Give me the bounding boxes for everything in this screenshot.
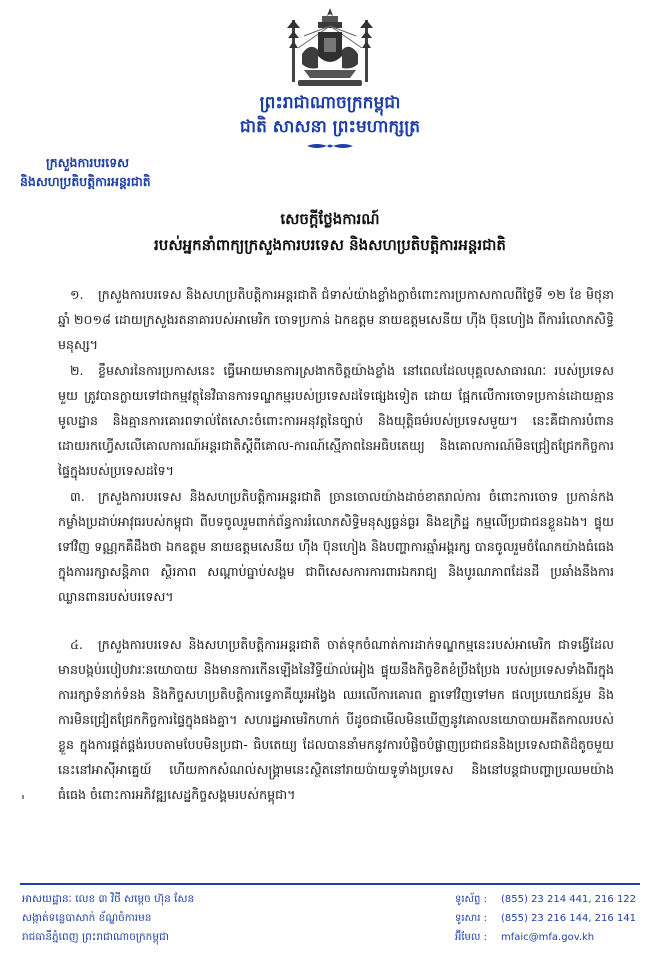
ministry-name-line1: ក្រសួងការបរទេស	[46, 155, 130, 170]
email-link[interactable]: mfaic@mfa.gov.kh	[501, 932, 595, 943]
statement-title: សេចក្តីថ្លែងការណ៍	[280, 210, 380, 228]
national-motto: ជាតិ សាសនា ព្រះមហាក្សត្រ	[239, 117, 421, 137]
paragraph-2	[58, 358, 614, 483]
royal-coat-of-arms-icon	[284, 6, 376, 92]
phone-value: (855) 23 214 441, 216 122	[501, 894, 637, 905]
address-line: រាជធានីភ្នំពេញ ព្រះរាជាណាចក្រកម្ពុជា	[22, 931, 169, 943]
address-line: សង្កាត់ទន្លេបាសាក់ ខ័ណ្ឌចំការមន	[22, 912, 152, 924]
paragraph-text: ក្រសួងការបរទេស និងសហប្រតិបត្តិការអន្តរជាតិ ច្រានចោលយ៉ាងដាច់ខាតរាល់ការ ចំពោះការចោទ ប្រកាន់កងកម្លាំងប្រដាប់អាវុធរបស់កម្ពុជា ពីបទចូលរួមពាក់ព័ន្ធការរំលោភសិទ្ធិមនុស្សធ្ងន់ធ្ងរ និងឧក្រិដ្ឋ កម្មលើប្រជាជនខ្លួនឯង។ ផ្ទុយទៅវិញ ទណ្ណកគឺដឹងថា ឯកឧត្តម នាយឧត្តមសេនីយ ហ៊ីង ប៊ុនហៀង និងបញ្ហាការឆ្មាំអង្គរក្ស បានចូលរួមចំណែកយ៉ាងធំធេងក្នុងការរក្សាសន្តិភាព ស្ថិរភាព សណ្តាប់ធ្នាប់សង្គម ជាពិសេសការការពារឯករាជ្យ និងបូរណភាពដែនដី ប្រឆាំងនឹងការឈ្លានពានរបស់បរទេស។	[58, 489, 614, 604]
paragraph-4	[58, 632, 614, 807]
fax-value: (855) 23 216 144, 216 141	[501, 913, 637, 924]
ministry-name-line2: និងសហប្រតិបត្តិការអន្តរជាតិ	[20, 174, 151, 189]
paragraph-number: ២.	[70, 363, 84, 378]
margin-mark	[22, 795, 24, 799]
footer-divider	[20, 883, 640, 885]
footer-address	[22, 890, 194, 947]
fax-label: ទូរសារ :	[455, 913, 487, 924]
paragraph-1	[58, 282, 614, 357]
paragraph-number: ៤.	[70, 637, 83, 652]
paragraph-3	[58, 484, 614, 609]
fax-row	[455, 909, 636, 928]
header-ornament-icon	[305, 141, 355, 151]
footer-contacts	[455, 890, 636, 947]
paragraph-number: ៣.	[70, 489, 85, 504]
phone-row	[455, 890, 636, 909]
address-line: អាសយដ្ឋានៈ លេខ ៣ វិថី សម្តេច ហ៊ុន សែន	[22, 893, 195, 905]
paragraph-text: ក្រសួងការបរទេស និងសហប្រតិបត្តិការអន្តរជាតិ ជំទាស់យ៉ាងខ្លាំងក្លាចំពោះការប្រកាសកាលពីថ្ងៃទី ១២ ខែ មិថុនា ឆ្នាំ ២០១៨ ដោយក្រសួងរតនាគារបស់អាមេរិក ចោទប្រកាន់ ឯកឧត្តម នាយឧត្តមសេនីយ ហ៊ីង ប៊ុនហៀង ពីការរំលោភសិទ្ធិមនុស្ស។	[58, 287, 614, 352]
email-row	[455, 928, 636, 947]
statement-subtitle: របស់អ្នកនាំពាក្យក្រសួងការបរទេស និងសហប្រតិបត្តិការអន្តរជាតិ	[154, 236, 506, 254]
kingdom-title: ព្រះរាជាណាចក្រកម្ពុជា	[259, 93, 401, 113]
paragraph-text: ក្រសួងការបរទេស និងសហប្រតិបត្តិការអន្តរជាតិ ចាត់ទុកចំណាត់ការដាក់ទណ្ឌកម្មនេះរបស់អាមេរិក ជាទង្វើដែលមានបង្កប់របៀបវារៈនយោបាយ និងមានការកើនឡើងនៃវិទ្ធីយ៉ាល់អៀង ផ្ទុយនឹងកិច្ចខិតខំប្រឹងប្រែង របស់ប្រទេសទាំងពីរក្នុងការរក្សាទំនាក់ទំនង និងកិច្ចសហប្រតិបត្តិការទ្វេភាគីយូរអង្វែង ឈរលើការគោរព គ្នាទៅវិញទៅមក ផលប្រយោជន៍រួម និងការមិនជ្រៀតជ្រែកកិច្ចការផ្ទៃក្នុងផងគ្នា។ សហរដ្ឋអាមេរិកហាក់ បីដូចជាមើលមិនឃើញនូវគោលនយោបាយអតីតកាលរបស់ខ្លួន ក្នុងការផ្គត់ផ្គង់របបតាមបែបមិនប្រជា- ធិបតេយ្យ ដែលបាននាំមកនូវការបំផ្លិចបំផ្លាញប្រជាជននិងប្រទេសជាតិដ៏តូចមួយនេះនៅអាស៊ីអាគ្នេយ៍ ហើយកាកសំណល់សង្គ្រាមនេះស្ថិតនៅរាយប៉ាយទូទាំងប្រទេស និងនៅបន្តជាបញ្ហាប្រឈមយ៉ាងធំធេង ចំពោះការអភិវឌ្ឍសេដ្ឋកិច្ចសង្គមរបស់កម្ពុជា។	[58, 637, 614, 802]
paragraph-number: ១.	[70, 287, 84, 302]
phone-label: ទូរស័ព្ទ :	[455, 894, 487, 905]
email-label: អ៊ីមែល :	[455, 932, 487, 943]
paragraph-text: ខ្លឹមសារនៃការប្រកាសនេះ ធ្វើអោយមានការស្រងាកចិត្តយ៉ាងខ្លាំង នៅពេលដែលបុគ្គលសាធារណៈ របស់ប្រទេសមួយ ត្រូវបានក្លាយទៅជាកម្មវត្ថុនៃវិធានការទណ្ឌកម្មរបស់ប្រទេសដទៃផ្សេងទៀត ដោយ ផ្អែកលើការចោទប្រកាន់ដោយគ្មានមូលដ្ឋាន និងគ្មានការគោរពទាល់តែសោះចំពោះការអនុវត្តនៃច្បាប់ និងយុត្តិធម៌របស់ប្រទេសមួយ។ នេះគឺជាការបំពានដោយរកហ្វើសលើគោលការណ៍អន្តរជាតិស្តីពីគោល-ការណ៍ស្មើភាពនៃអធិបតេយ្យ និងគោលការណ៍មិនជ្រៀតជ្រែកកិច្ចការផ្ទៃក្នុងរបស់ប្រទេសដទៃ។	[58, 363, 614, 478]
